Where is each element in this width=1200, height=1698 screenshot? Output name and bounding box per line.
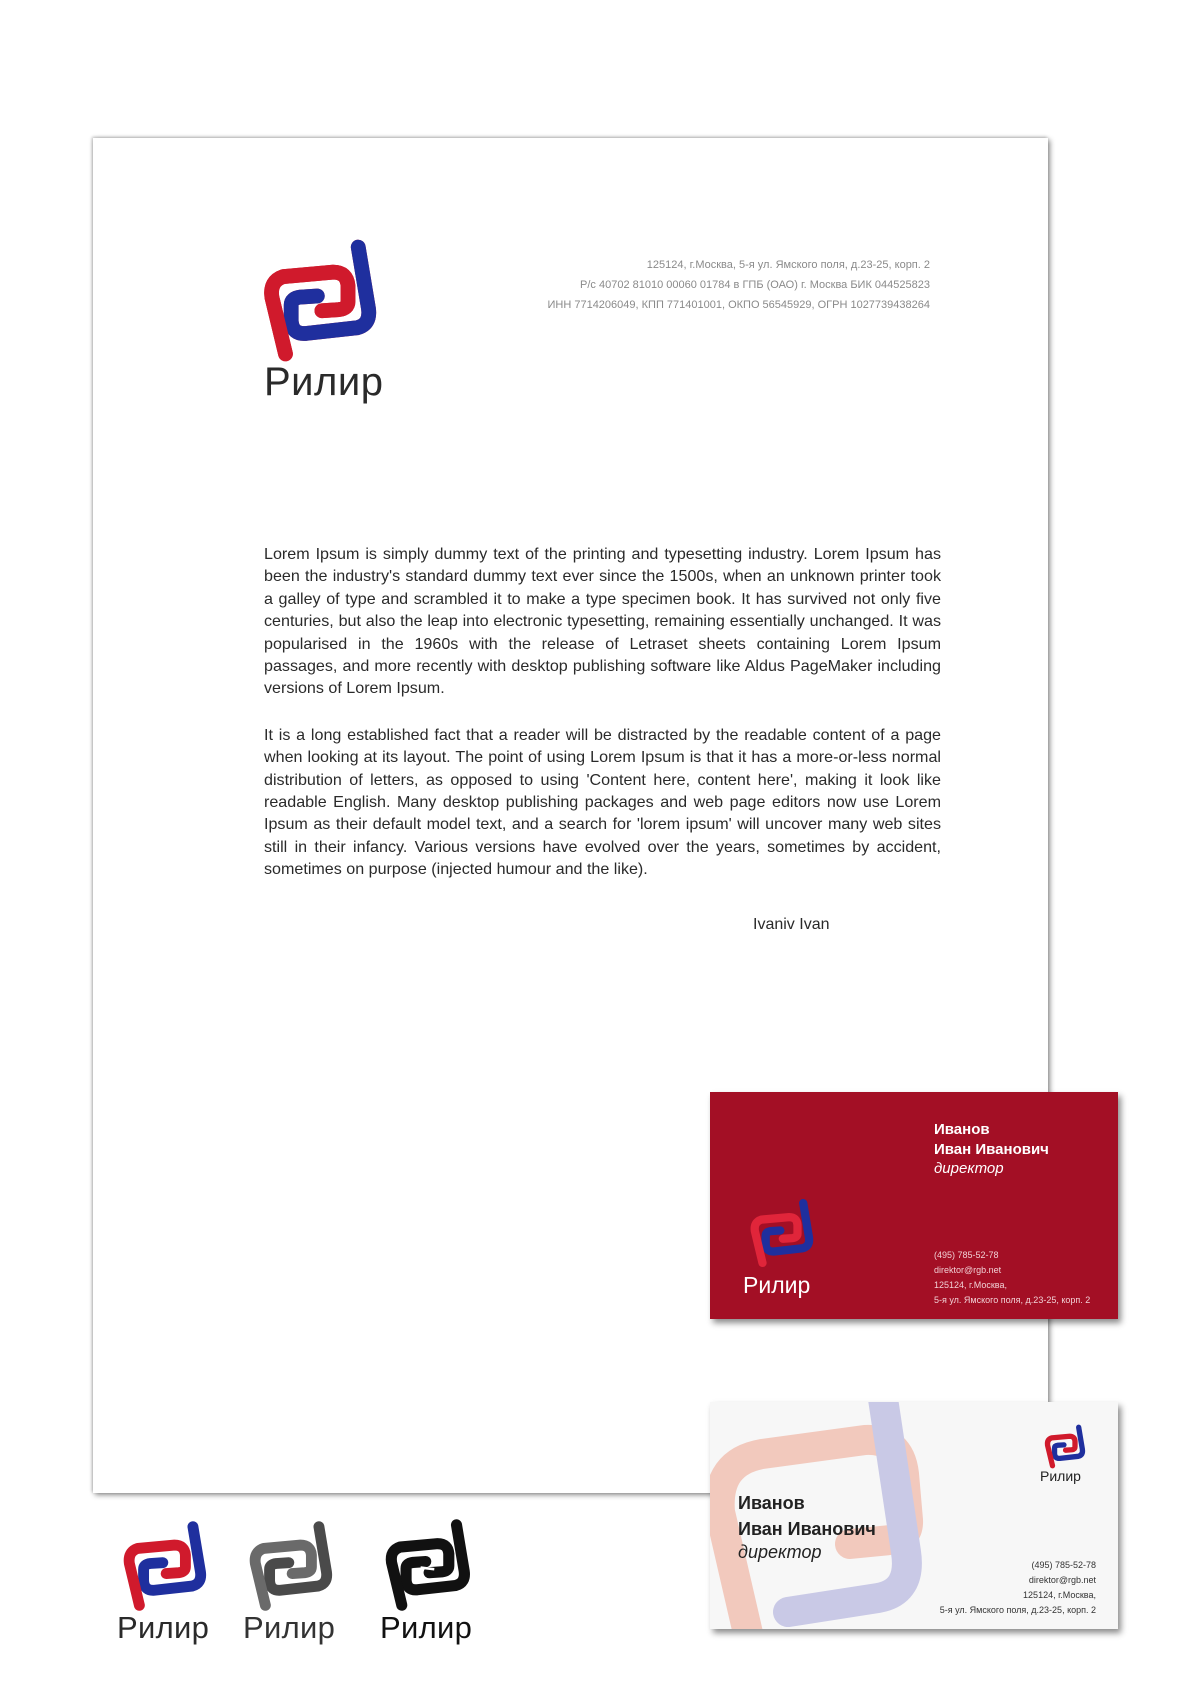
surname: Иванов [738, 1493, 805, 1513]
given-names: Иван Иванович [934, 1141, 1049, 1158]
brand-logo-icon [1042, 1424, 1090, 1469]
email: direktor@rgb.net [1028, 1575, 1096, 1585]
address-line: 125124, г.Москва, [1023, 1590, 1096, 1600]
card-contacts [940, 1558, 1096, 1618]
address-line: 5-я ул. Ямского поля, д.23-25, корп. 2 [939, 1605, 1096, 1615]
variant-label: Рилир [117, 1610, 210, 1645]
logo-variant-color [117, 1520, 217, 1646]
requisites-address: 125124, г.Москва, 5-я ул. Ямского поля, д.23-25, корп. 2 [646, 259, 930, 271]
card-person-name [934, 1120, 1049, 1160]
company-requisites [547, 255, 930, 315]
variant-label: Рилир [380, 1610, 473, 1645]
card-role: директор [934, 1160, 1004, 1177]
paragraph: It is a long established fact that a reader will be distracted by the readable content of a page when looking at its layout. The point of using Lorem Ipsum is that it has a more-or-less normal distribution of letters, as opposed to using 'Content here, content here', making it look like readable English. Many desktop publishing packages and web page editors now use Lorem Ipsum as their default model text, and a search for 'lorem ipsum' will uncover many web sites still in their infancy. Various versions have evolved over the years, sometimes by accident, sometimes on purpose (injected humour and the like). [264, 725, 941, 879]
card-person-name [738, 1490, 876, 1542]
brand-logo-icon [746, 1198, 821, 1268]
phone: (495) 785-52-78 [934, 1250, 999, 1260]
brand-wordmark: Рилир [1040, 1468, 1081, 1484]
card-role: директор [738, 1542, 822, 1562]
phone: (495) 785-52-78 [1031, 1560, 1096, 1570]
logo-variant-gray [243, 1520, 343, 1646]
business-card-white [710, 1402, 1118, 1629]
signature: Ivaniv Ivan [753, 916, 830, 933]
address-line: 5-я ул. Ямского поля, д.23-25, корп. 2 [934, 1295, 1091, 1305]
variant-label: Рилир [243, 1610, 336, 1645]
given-names: Иван Иванович [738, 1519, 876, 1539]
letter-body [264, 543, 941, 905]
surname: Иванов [934, 1121, 990, 1138]
business-card-red [710, 1092, 1118, 1319]
card-contacts [934, 1248, 1090, 1308]
brand-wordmark: Рилир [743, 1272, 811, 1298]
email: direktor@rgb.net [934, 1265, 1002, 1275]
color-logo-icon [117, 1520, 217, 1612]
paragraph: Lorem Ipsum is simply dummy text of the printing and typesetting industry. Lorem Ipsum has been the industry's standard dummy text ever since the 1500s, when an unknown printer took a galley of type and scrambled it to make a type specimen book. It has survived not only five centuries, but also the leap into electronic typesetting, remaining essentially unchanged. It was popularised in the 1960s with the release of Letraset sheets containing Lorem Ipsum passages, and more recently with desktop publishing software like Aldus PageMaker including versions of Lorem Ipsum. [264, 545, 941, 698]
brand-wordmark: Рилир [264, 360, 384, 404]
address-line: 125124, г.Москва, [934, 1280, 1007, 1290]
requisites-codes: ИНН 7714206049, КПП 771401001, ОКПО 56545929, ОГРН 1027739438264 [547, 299, 930, 311]
black-logo-icon [380, 1518, 480, 1612]
gray-logo-icon [243, 1520, 343, 1612]
brand-logo-icon [258, 238, 388, 363]
requisites-bank: Р/с 40702 81010 00060 01784 в ГПБ (ОАО) г. Москва БИК 044525823 [580, 279, 930, 291]
logo-variant-black [380, 1518, 480, 1646]
